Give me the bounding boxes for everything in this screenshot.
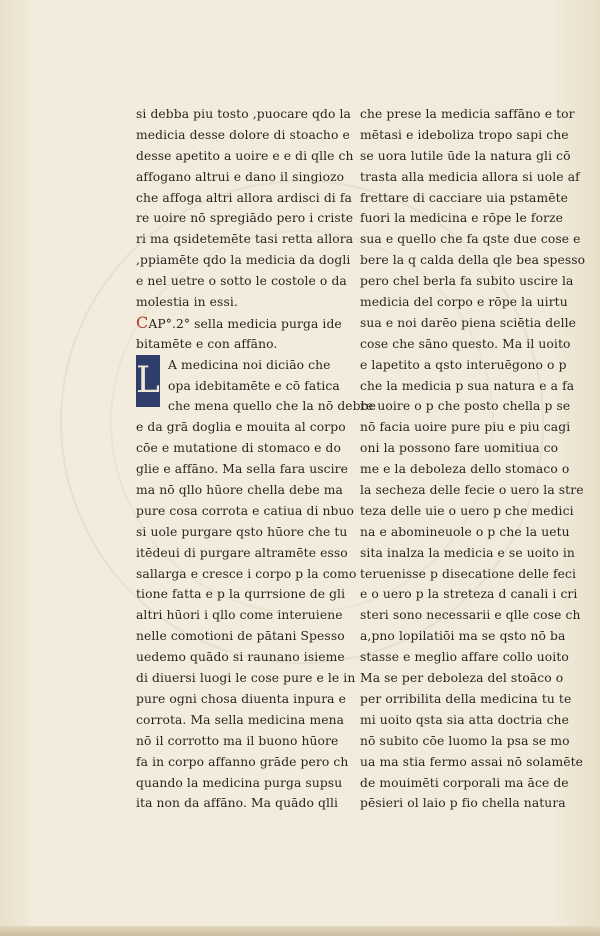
text-line: la secheza delle fecie o uero la stre: [360, 483, 584, 498]
text-line: de mouimēti corporali ma āce de: [360, 775, 569, 790]
text-line: altri hūori i qllo come interuiene: [136, 608, 343, 623]
text-line: e o uero p la streteza d canali i cri: [360, 587, 578, 602]
text-line: na e abomineuole o p che la uetu: [360, 524, 570, 539]
text-line: fuori la medicina e rōpe le forze: [360, 211, 564, 226]
text-line: pure cosa corrota e catiua di nbuo: [136, 503, 354, 518]
text-line: molestia in essi.: [136, 295, 238, 310]
text-line: quando la medicina purga supsu: [136, 775, 343, 790]
text-line: ita non da affāno. Ma quādo qlli: [136, 796, 339, 811]
text-line: pure ogni chosa diuenta inpura e: [136, 691, 346, 706]
initial-line: [136, 355, 346, 376]
left-lines-before: [136, 104, 354, 313]
text-line: mi uoito qsta sia atta doctria che: [360, 712, 569, 727]
text-line: pero chel berla fa subito uscire la: [360, 274, 574, 289]
text-line: sallarga e cresce i corpo p la como: [136, 566, 357, 581]
left-lines-after: [136, 396, 377, 814]
text-line: si uole purgare qsto hūore che tu: [136, 524, 348, 539]
text-line: uedemo quādo si raunano isieme: [136, 650, 345, 665]
text-line: Ma se per deboleza del stoāco o: [360, 671, 564, 686]
text-line: e nel uetre o sotto le costole o da: [136, 274, 347, 289]
text-line: affogano altrui e dano il singiozo: [136, 169, 345, 184]
chapter-heading-text: AP°.2° sella medicia purga ide: [148, 316, 342, 331]
text-line: mētasi e ideboliza tropo sapi che: [360, 127, 569, 142]
text-line: pēsieri ol laio p fio chella natura: [360, 796, 566, 811]
text-line: oni la possono fare uomitiua co: [360, 441, 559, 456]
text-line: cose che sāno questo. Ma il uoito: [360, 336, 571, 351]
chapter-heading-text: bitamēte e con affāno.: [136, 336, 278, 351]
text-line: che mena quello che la nō debbe: [168, 399, 377, 414]
text-line: desse apetito a uoire e e di qlle ch: [136, 148, 354, 163]
text-line: re uoire o p che posto chella p se: [360, 399, 571, 414]
text-line: itēdeui di purgare altramēte esso: [136, 545, 348, 560]
text-line: ri ma qsidetemēte tasi retta allora: [136, 232, 354, 247]
text-line: teza delle uie o uero p che medici: [360, 503, 574, 518]
text-line: corrota. Ma sella medicina mena: [136, 712, 345, 727]
text-line: si debba piu tosto ,puocare qdo la: [136, 107, 351, 121]
text-line: stasse e meglio affare collo uoito: [360, 650, 569, 665]
text-line: medicia desse dolore di stoacho e: [136, 127, 350, 142]
text-line: tione fatta e p la qurrsione de gli: [136, 587, 346, 602]
text-line: trasta alla medicia allora si uole af: [360, 169, 580, 184]
initial-paragraph: [136, 355, 346, 401]
text-line: ,ppiamēte qdo la medicia da dogli: [136, 253, 351, 268]
right-column: [360, 104, 586, 814]
initial-line: [136, 376, 346, 397]
text-line: sua e quello che fa qste due cose e: [360, 232, 581, 247]
text-line: nō facia uoire pure piu e piu cagi: [360, 420, 571, 435]
text-line: se uora lutile ūde la natura gli cō: [360, 148, 571, 163]
initial-line-text: A medicina noi diciāo che: [168, 357, 331, 372]
text-line: a,pno lopilatiōi ma se qsto nō ba: [360, 629, 566, 644]
text-line: e da grā doglia e mouita al corpo: [136, 420, 346, 435]
text-line: che prese la medicia saffāno e tor: [360, 107, 575, 121]
text-line: che la medicia p sua natura e a fa: [360, 378, 575, 393]
text-line: bere la q calda della qle bea spesso: [360, 253, 586, 268]
drop-initial: L: [136, 355, 160, 407]
text-line: cōe e mutatione di stomaco e do: [136, 441, 342, 456]
left-column: [136, 104, 377, 814]
text-line: frettare di cacciare uia pstamēte: [360, 190, 569, 205]
initial-line-text: opa idebitamēte e cō fatica: [168, 378, 340, 393]
text-line: nō il corrotto ma il buono hūore: [136, 733, 339, 748]
text-line: ma nō qllo hūore chella debe ma: [136, 483, 343, 498]
text-line: glie e affāno. Ma sella fara uscire: [136, 462, 349, 477]
text-line: medicia del corpo e rōpe la uirtu: [360, 295, 568, 310]
chapter-heading-line: [136, 334, 346, 355]
text-line: me e la deboleza dello stomaco o: [360, 462, 570, 477]
text-line: sua e noi darēo piena sciētia delle: [360, 315, 577, 330]
text-line: nō subito cōe luomo la psa se mo: [360, 733, 570, 748]
text-line: sita inalza la medicia e se uoito in: [360, 545, 575, 560]
text-line: re uoire nō spregiādo pero i criste: [136, 211, 354, 226]
text-line: di diuersi luogi le cose pure e le in: [136, 671, 356, 686]
text-line: steri sono necessarii e qlle cose ch: [360, 608, 581, 623]
chapter-heading-line: [136, 313, 346, 334]
text-line: e lapetito a qsto interuēgono o p: [360, 357, 567, 372]
chapter-mark: C: [136, 312, 149, 332]
text-line: ua ma stia fermo assai nō solamēte: [360, 754, 584, 769]
text-line: per orribilita della medicina tu te: [360, 691, 572, 706]
text-line: teruenisse p disecatione delle feci: [360, 566, 577, 581]
text-line: nelle comotioni de pātani Spesso: [136, 629, 345, 644]
text-line: che affoga altri allora ardisci di fa: [136, 190, 352, 205]
text-line: fa in corpo affanno grāde pero ch: [136, 754, 349, 769]
page-bottom-edge: [0, 926, 600, 936]
